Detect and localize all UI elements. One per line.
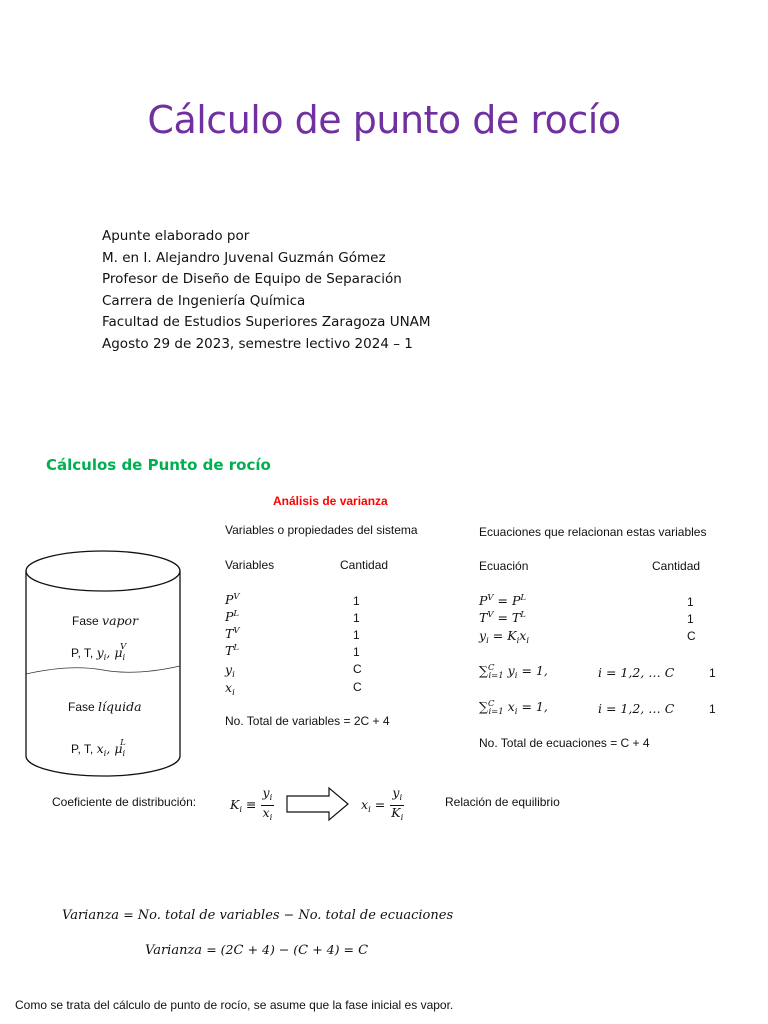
varianza-title: Análisis de varianza — [273, 494, 388, 508]
eq-pressure: $P^V = P^L$ — [479, 593, 527, 608]
distribution-formula: $K_i$ ≡ $\frac{y_i}{x_i}$ — [230, 785, 273, 823]
eq-sum-quantity: 1 — [709, 702, 716, 716]
var-quantity: C — [353, 680, 362, 694]
vapor-word: vapor — [102, 613, 139, 628]
var-quantity: 1 — [353, 594, 360, 608]
var-quantity: 1 — [353, 611, 360, 625]
var-xi: $x_i$ — [225, 680, 235, 698]
var-yi: $y_i$ — [225, 662, 235, 680]
eq-temperature: $T^V = T^L$ — [479, 610, 526, 625]
author-line: Carrera de Ingeniería Química — [102, 292, 306, 309]
vapor-vars: P, T, — [71, 646, 94, 660]
eq-sum-x-range: i = 1,2, … C — [598, 701, 675, 716]
section-title: Cálculos de Punto de rocío — [46, 456, 271, 474]
author-line: Apunte elaborado por — [102, 228, 250, 244]
eq-quantity: 1 — [687, 595, 694, 609]
liquid-phase-label — [68, 699, 142, 714]
vapor-phase-vars: P, T, $y_i$, $\mu_i^V$ — [71, 642, 127, 663]
ecuacion-col-header: Ecuación — [479, 559, 529, 573]
var-tv: $T^V$ — [225, 626, 240, 641]
var-quantity: 1 — [353, 628, 360, 642]
author-line: Profesor de Diseño de Equipo de Separación — [102, 271, 402, 287]
author-line: M. en I. Alejandro Juvenal Guzmán Gómez — [102, 249, 386, 266]
var-pv: $P^V$ — [225, 592, 240, 607]
varianza-formula-1: Varianza = No. total de variables − No. total de ecuaciones — [62, 907, 454, 923]
eq-sum-x: ∑$^C_{i=1}$ $x_i = 1$, — [479, 699, 548, 717]
variables-total: No. Total de variables = 2C + 4 — [225, 714, 390, 728]
var-tl: $T^L$ — [225, 643, 239, 658]
cantidad-col-header: Cantidad — [340, 558, 389, 572]
page-title: Cálculo de punto de rocío — [147, 98, 621, 142]
eq-equilibrium: $y_i = K_ix_i$ — [479, 628, 530, 646]
eq-cantidad-col-header: Cantidad — [652, 559, 701, 573]
right-arrow-icon — [285, 786, 351, 822]
liquid-vars: P, T, — [71, 742, 94, 756]
equations-total: No. Total de ecuaciones = C + 4 — [479, 736, 650, 750]
distribution-label: Coeficiente de distribución: — [52, 795, 197, 809]
liquid-word: líquida — [98, 699, 142, 714]
liquid-phase-vars: P, T, $x_i$, $\mu_i^L$ — [71, 738, 126, 759]
eq-sum-y-range: i = 1,2, … C — [598, 665, 675, 680]
footer-text: Como se trata del cálculo de punto de rocío, se asume que la fase inicial es vapor. — [15, 998, 454, 1012]
eq-quantity: C — [687, 629, 696, 643]
eq-sum-y: ∑$^C_{i=1}$ $y_i = 1$, — [479, 663, 548, 681]
author-block — [102, 226, 431, 355]
eq-sum-quantity: 1 — [709, 666, 716, 680]
variables-heading: Variables o propiedades del sistema — [225, 523, 418, 537]
var-quantity: 1 — [353, 645, 360, 659]
equations-heading: Ecuaciones que relacionan estas variables — [479, 525, 707, 539]
var-quantity: C — [353, 662, 362, 676]
equilibrium-relation-label: Relación de equilibrio — [445, 795, 560, 809]
liquid-label: Fase — [68, 700, 95, 714]
eq-quantity: 1 — [687, 612, 694, 626]
var-pl: $P^L$ — [225, 609, 240, 624]
variables-col-header: Variables — [225, 558, 275, 572]
vapor-label: Fase — [72, 614, 99, 628]
vapor-phase-label — [72, 613, 138, 628]
author-line: Agosto 29 de 2023, semestre lectivo 2024 – 1 — [102, 335, 413, 352]
equilibrium-formula: $x_i$ = $\frac{y_i}{K_i}$ — [361, 785, 404, 823]
varianza-formula-2: Varianza = (2C + 4) − (C + 4) = C — [145, 942, 369, 958]
author-line: Facultad de Estudios Superiores Zaragoza UNAM — [102, 314, 431, 330]
